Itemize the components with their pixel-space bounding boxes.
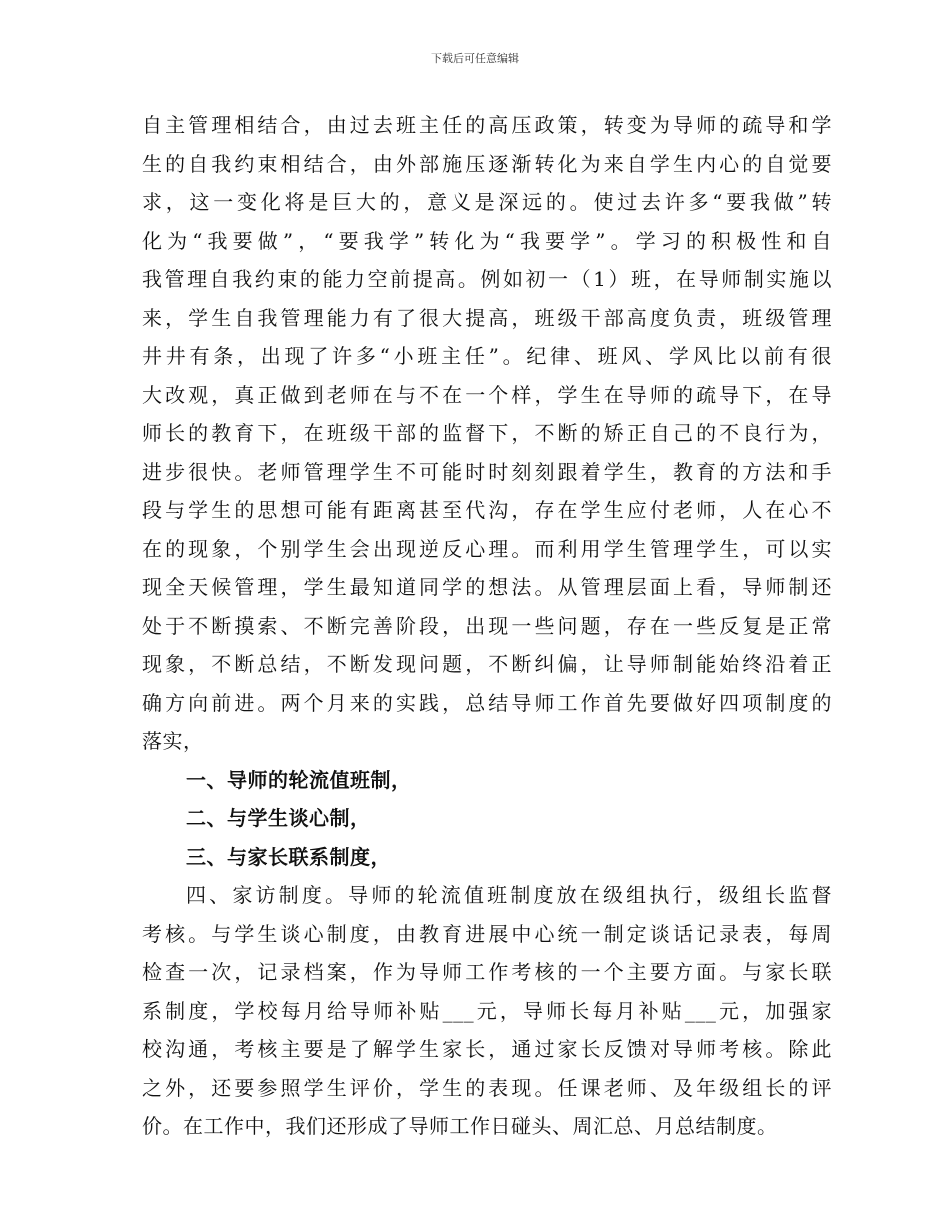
text-line: 井井有条，出现了许多“小班主任”。纪律、班风、学风比以前有很 xyxy=(142,344,832,368)
text-line: 段与学生的思想可能有距离甚至代沟，存在学生应付老师，人在心不 xyxy=(142,498,832,522)
list-item-parent-contact-system: 三、与家长联系制度， xyxy=(186,844,391,869)
list-item-talk-system: 二、与学生谈心制， xyxy=(186,806,371,830)
text-line: 现全天候管理，学生最知道同学的想法。从管理层面上看，导师制还 xyxy=(142,575,832,599)
document-body xyxy=(142,106,832,1146)
text-line: 价。在工作中，我们还形成了导师工作日碰头、周汇总、月总结制度。 xyxy=(142,1114,778,1138)
text-line: 生的自我约束相结合，由外部施压逐渐转化为来自学生内心的自觉要 xyxy=(142,151,832,176)
text-line: 求，这一变化将是巨大的，意义是深远的。使过去许多“要我做”转 xyxy=(142,190,832,214)
text-line: 来，学生自我管理能力有了很大提高，班级干部高度负责，班级管理 xyxy=(142,305,832,330)
text-line: 四、家访制度。导师的轮流值班制度放在级组执行，级组长监督 xyxy=(186,883,832,907)
page-header-note: 下载后可任意编辑 xyxy=(431,52,519,65)
text-line: 化为“我要做”，“要我学”转化为“我要学”。学习的积极性和自 xyxy=(142,228,832,253)
text-line: 校沟通，考核主要是了解学生家长，通过家长反馈对导师考核。除此 xyxy=(142,1037,832,1061)
list-item-duty-system: 一、导师的轮流值班制， xyxy=(186,767,412,792)
text-line: 处于不断摸索、不断完善阶段，出现一些问题，存在一些反复是正常 xyxy=(142,613,832,638)
text-line: 在的现象，个别学生会出现逆反心理。而利用学生管理学生，可以实 xyxy=(142,536,832,561)
text-line: 师长的教育下，在班级干部的监督下，不断的矫正自己的不良行为， xyxy=(142,421,832,445)
text-line: 现象，不断总结，不断发现问题，不断纠偏，让导师制能始终沿着正 xyxy=(142,652,832,676)
text-line: 检查一次，记录档案，作为导师工作考核的一个主要方面。与家长联 xyxy=(142,960,832,984)
text-line: 大改观，真正做到老师在与不在一个样，学生在导师的疏导下，在导 xyxy=(142,382,832,407)
text-line: 我管理自我约束的能力空前提高。例如初一（1）班，在导师制实施以 xyxy=(142,267,832,291)
text-line: 考核。与学生谈心制度，由教育进展中心统一制定谈话记录表，每周 xyxy=(142,921,832,946)
text-line: 落实， xyxy=(142,729,204,753)
text-line: 进步很快。老师管理学生不可能时时刻刻跟着学生，教育的方法和手 xyxy=(142,459,832,484)
text-line: 自主管理相结合，由过去班主任的高压政策，转变为导师的疏导和学 xyxy=(142,113,832,137)
text-line: 确方向前进。两个月来的实践，总结导师工作首先要做好四项制度的 xyxy=(142,690,832,715)
text-line: 系制度，学校每月给导师补贴___元，导师长每月补贴___元，加强家 xyxy=(142,998,832,1023)
text-line: 之外，还要参照学生评价，学生的表现。任课老师、及年级组长的评 xyxy=(142,1075,832,1100)
